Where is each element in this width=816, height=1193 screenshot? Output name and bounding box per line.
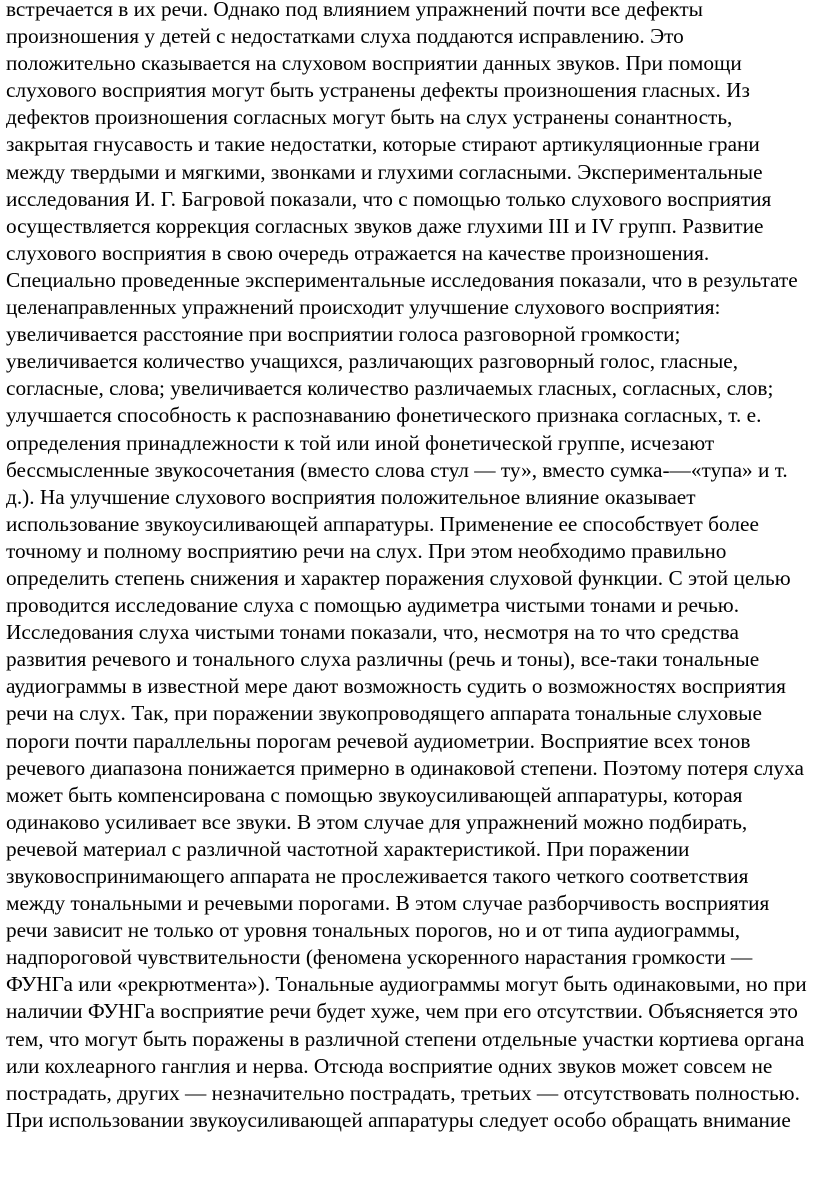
text-line: Исследования слуха чистыми тонами показали, что, несмотря на то что средства bbox=[6, 620, 739, 645]
text-line: речи на слух. Так, при поражении звукопроводящего аппарата тональные слуховые bbox=[6, 701, 762, 726]
text-line: между тональными и речевыми порогами. В этом случае разборчивость восприятия bbox=[6, 891, 770, 916]
text-line: речевого диапазона понижается примерно в одинаковой степени. Поэтому потеря слуха bbox=[6, 755, 805, 780]
text-line: аудиограммы в известной мере дают возможность судить о возможностях восприятия bbox=[6, 674, 786, 699]
text-line: слухового восприятия в свою очередь отражается на качестве произношения. bbox=[6, 240, 710, 265]
text-line: бессмысленные звукосочетания (вместо слова стул — ту», вместо сумка-—«тупа» и т. bbox=[6, 457, 788, 482]
text-line: целенаправленных упражнений происходит улучшение слухового восприятия: bbox=[6, 295, 721, 320]
text-line: проводится исследование слуха с помощью аудиметра чистыми тонами и речью. bbox=[6, 593, 740, 618]
text-line: одинаково усиливает все звуки. В этом случае для упражнений можно подбирать, bbox=[6, 809, 748, 834]
text-line: дефектов произношения согласных могут быть на слух устранены сонантность, bbox=[6, 105, 733, 130]
text-line: или кохлеарного ганглия и нерва. Отсюда восприятие одних звуков может совсем не bbox=[6, 1053, 773, 1078]
text-line: точному и полному восприятию речи на слух. При этом необходимо правильно bbox=[6, 538, 727, 563]
text-line: пострадать, других — незначительно пострадать, третьих — отсутствовать полностью. bbox=[6, 1080, 800, 1105]
text-line: д.). На улучшение слухового восприятия положительное влияние оказывает bbox=[6, 484, 696, 509]
text-line: ФУНГа или «рекрютмента»). Тональные аудиограммы могут быть одинаковыми, но при bbox=[6, 972, 807, 997]
text-line: увеличивается количество учащихся, различающих разговорный голос, гласные, bbox=[6, 349, 739, 374]
text-line: увеличивается расстояние при восприятии голоса разговорной громкости; bbox=[6, 322, 681, 347]
text-line: улучшается способность к распознаванию фонетического признака согласных, т. е. bbox=[6, 403, 762, 428]
text-line: пороги почти параллельны порогам речевой аудиометрии. Восприятие всех тонов bbox=[6, 728, 751, 753]
text-line: речевой материал с различной частотной характеристикой. При поражении bbox=[6, 836, 690, 861]
text-line: речи зависит не только от уровня тональных порогов, но и от типа аудиограммы, bbox=[6, 918, 741, 943]
text-line: между твердыми и мягкими, звонками и глухими согласными. Экспериментальные bbox=[6, 159, 763, 184]
text-line: согласные, слова; увеличивается количество различаемых гласных, согласных, слов; bbox=[6, 376, 774, 401]
text-line: звуковоспринимающего аппарата не прослеживается такого четкого соответствия bbox=[6, 864, 749, 888]
text-line: слухового восприятия могут быть устранены дефекты произношения гласных. Из bbox=[6, 78, 750, 103]
text-line: развития речевого и тонального слуха различны (речь и тоны), все-таки тональные bbox=[6, 647, 760, 672]
body-text bbox=[6, 0, 812, 1134]
text-line: осуществляется коррекция согласных звуков даже глухими III и IV групп. Развитие bbox=[6, 213, 764, 238]
text-line: определения принадлежности к той или иной фонетической группе, исчезают bbox=[6, 430, 715, 455]
text-line: исследования И. Г. Багровой показали, что с помощью только слухового восприятия bbox=[6, 186, 772, 211]
text-line: надпороговой чувствительности (феномена ускоренного нарастания громкости — bbox=[6, 945, 753, 970]
text-line: Специально проведенные экспериментальные исследования показали, что в результате bbox=[6, 267, 798, 292]
text-line: наличии ФУНГа восприятие речи будет хуже, чем при его отсутствии. Объясняется это bbox=[6, 999, 798, 1024]
text-line: положительно сказывается на слуховом восприятии данных звуков. При помощи bbox=[6, 51, 742, 76]
text-line: может быть компенсирована с помощью звукоусиливающей аппаратуры, которая bbox=[6, 782, 743, 807]
text-line: встречается в их речи. Однако под влиянием упражнений почти все дефекты bbox=[6, 0, 703, 21]
text-line: тем, что могут быть поражены в различной степени отдельные участки кортиева органа bbox=[6, 1026, 805, 1051]
text-line: При использовании звукоусиливающей аппаратуры следует особо обращать внимание bbox=[6, 1107, 791, 1132]
text-line: определить степень снижения и характер поражения слуховой функции. С этой целью bbox=[6, 565, 791, 590]
text-line: произношения у детей с недостатками слуха поддаются исправлению. Это bbox=[6, 24, 684, 49]
text-line: использование звукоусиливающей аппаратуры. Применение ее способствует более bbox=[6, 511, 759, 536]
text-line: закрытая гнусавость и такие недостатки, которые стирают артикуляционные грани bbox=[6, 132, 760, 157]
